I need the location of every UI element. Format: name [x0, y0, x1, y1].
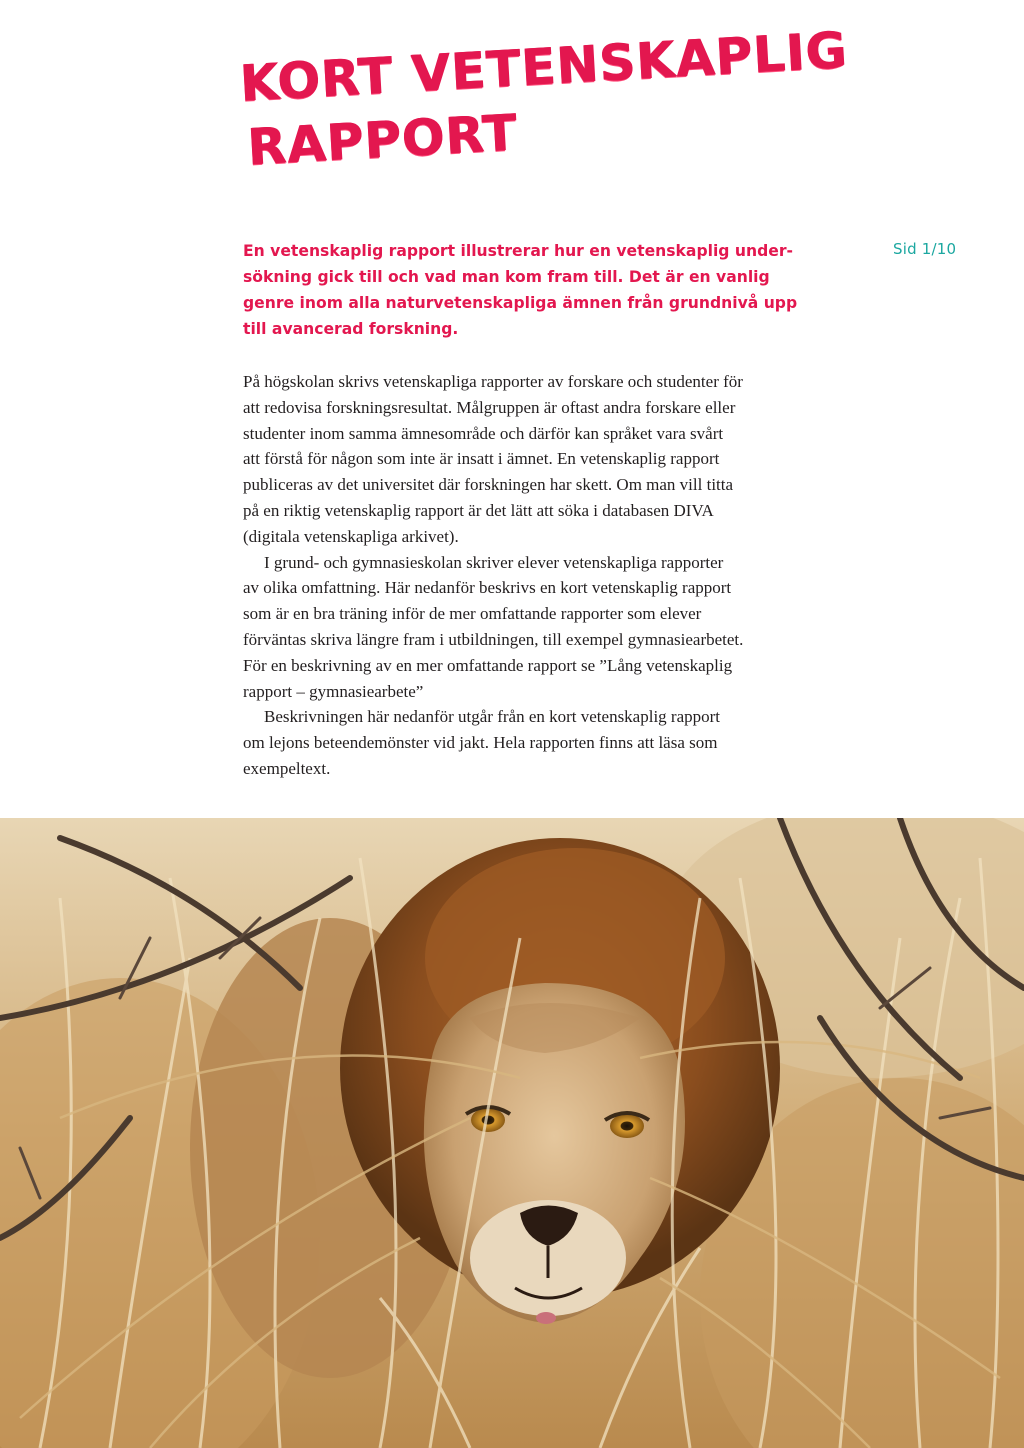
body-line: På högskolan skrivs vetenskapliga rapporter av forskare och studenter för	[243, 372, 743, 391]
lead-line: genre inom alla naturvetenskapliga ämnen från grundnivå upp	[243, 294, 798, 312]
body-line: att förstå för någon som inte är insatt i ämnet. En vetenskaplig rapport	[243, 449, 720, 469]
body-line: För en beskrivning av en mer omfattande rapport se ”Lång vetenskaplig	[243, 655, 733, 675]
body-line: om lejons beteendemönster vid jakt. Hela rapporten finns att läsa som	[243, 733, 718, 753]
body-line: I grund- och gymnasieskolan skriver elever vetenskapliga rapporter	[264, 552, 724, 572]
body-line: exempeltext.	[243, 758, 331, 778]
body-line: av olika omfattning. Här nedanför beskrivs en kort vetenskaplig rapport	[243, 578, 732, 598]
lead-paragraph	[243, 238, 798, 342]
body-line: på en riktig vetenskaplig rapport är det lätt att söka i databasen DIVA	[243, 500, 714, 520]
title-line-1: KORT VETENSKAPLIG	[238, 21, 849, 113]
body-line: rapport – gymnasiearbete”	[243, 681, 424, 701]
lead-line: sökning gick till och vad man kom fram till. Det är en vanlig	[243, 268, 770, 286]
body-line: att redovisa forskningsresultat. Målgruppen är oftast andra forskare eller	[243, 397, 736, 417]
lion-photo	[0, 818, 1024, 1448]
body-text	[243, 369, 783, 782]
title-line-2: RAPPORT	[245, 103, 519, 177]
body-line: (digitala vetenskapliga arkivet).	[243, 526, 459, 546]
body-line: studenter inom samma ämnesområde och därför kan språket vara svårt	[243, 423, 724, 443]
page-number: Sid 1/10	[893, 240, 957, 258]
lead-line: till avancerad forskning.	[243, 320, 459, 338]
page-title	[238, 19, 849, 180]
lead-line: En vetenskaplig rapport illustrerar hur en vetenskaplig under-	[243, 242, 793, 260]
body-line: publiceras av det universitet där forskningen har skett. Om man vill titta	[243, 475, 734, 495]
body-line: Beskrivningen här nedanför utgår från en kort vetenskaplig rapport	[264, 707, 721, 727]
body-line: som är en bra träning inför de mer omfattande rapporter som elever	[243, 604, 702, 624]
body-line: förväntas skriva längre fram i utbildningen, till exempel gymnasiearbetet.	[243, 629, 744, 649]
